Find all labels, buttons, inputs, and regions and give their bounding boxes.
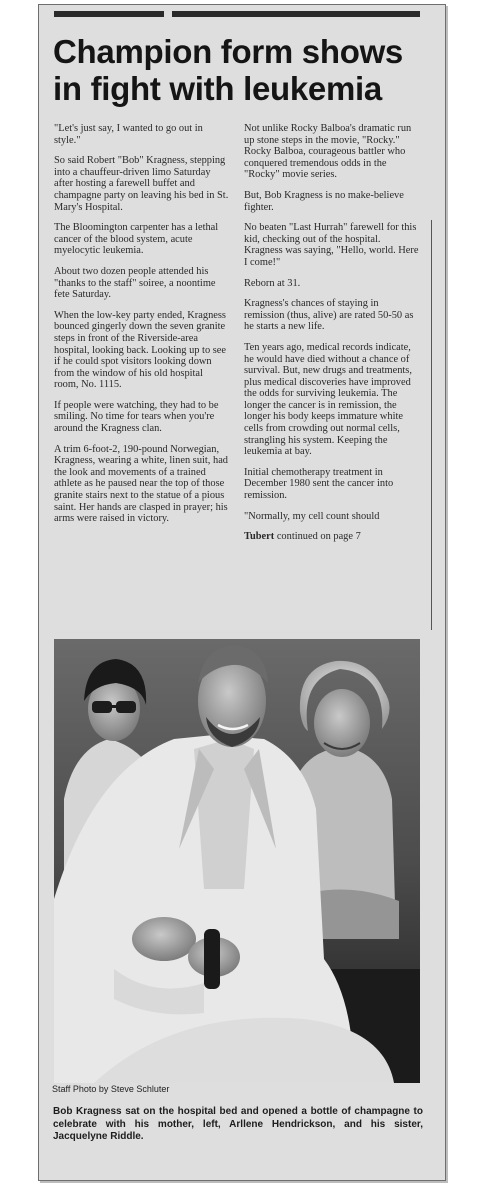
paragraph: Kragness's chances of staying in remission (thus, alive) are rated 50-50 as he starts a new life. [244, 298, 414, 333]
paragraph: When the low-key party ended, Kragness bounced gingerly down the seven granite steps in front of the Riverside-area hospital, looking back. Looking up to see if he could spot visitors looking down from the window of his old hospital room, No. 1115. [54, 309, 226, 391]
photo-illustration [54, 639, 420, 1083]
continued-name: Tubert [244, 531, 275, 543]
continued-line [244, 531, 419, 543]
paragraph: A trim 6-foot-2, 190-pound Norwegian, Kragness, wearing a white, linen suit, had the look and movements of a trained athlete as he paused near the top of those granite stairs next to the statue of a pious saint. Her hands are clasped in prayer; his arms were raised in victory. [54, 443, 228, 525]
right-column [244, 123, 419, 552]
paragraph: If people were watching, they had to be smiling. No time for tears when you're around the Kragness clan. [54, 399, 219, 435]
paragraph: The Bloomington carpenter has a lethal cancer of the blood system, acute myelocytic leukemia. [54, 222, 219, 257]
left-column [54, 123, 229, 534]
top-rule-right [172, 11, 420, 17]
subhead: Reborn at 31. [244, 277, 301, 289]
top-rule-left [54, 11, 164, 17]
paragraph: But, Bob Kragness is no make-believe fighter. [244, 189, 404, 213]
paragraph: No beaten "Last Hurrah" farewell for this kid, checking out of the hospital. Kragness was saying, "Hello, world. Here I come!" [244, 222, 419, 268]
headline: Champion form shows in fight with leukemia [53, 33, 403, 107]
news-photo [54, 639, 420, 1083]
photo-caption: Bob Kragness sat on the hospital bed and opened a bottle of champagne to celebrate with his mother, left, Arllene Hendrickson, and his sister, Jacquelyne Riddle. [53, 1106, 423, 1142]
newspaper-clipping [38, 4, 446, 1181]
paragraph: Initial chemotherapy treatment in December 1980 sent the cancer into remission. [244, 466, 394, 502]
paragraph: "Normally, my cell count should [244, 510, 380, 522]
continued-text: continued on page 7 [274, 531, 361, 543]
paragraph: Ten years ago, medical records indicate, he would have died without a chance of survival. But, new drugs and treatments, plus medical discoveries have improved the odds for surviving leukemia. The longer the cancer is in remission, the longer his body keeps immature white cells from crowding out normal cells, strangling his system. Keeping the leukemia at bay. [244, 341, 412, 458]
paragraph: About two dozen people attended his "thanks to the staff" soiree, a noontime fete Saturday. [54, 265, 216, 301]
photo-credit: Staff Photo by Steve Schluter [52, 1084, 170, 1094]
paragraph: "Let's just say, I wanted to go out in style." [54, 123, 203, 146]
paragraph: Not unlike Rocky Balboa's dramatic run up stone steps in the movie, "Rocky." Rocky Balboa, courageous battler who conquered tremendous odds in the "Rocky" movie series. [244, 123, 412, 181]
paragraph: So said Robert "Bob" Kragness, stepping into a chauffeur-driven limo Saturday after hosting a farewell buffet and champagne party on leaving his bed in St. Mary's Hospital. [54, 155, 229, 213]
column-rule [431, 220, 432, 630]
